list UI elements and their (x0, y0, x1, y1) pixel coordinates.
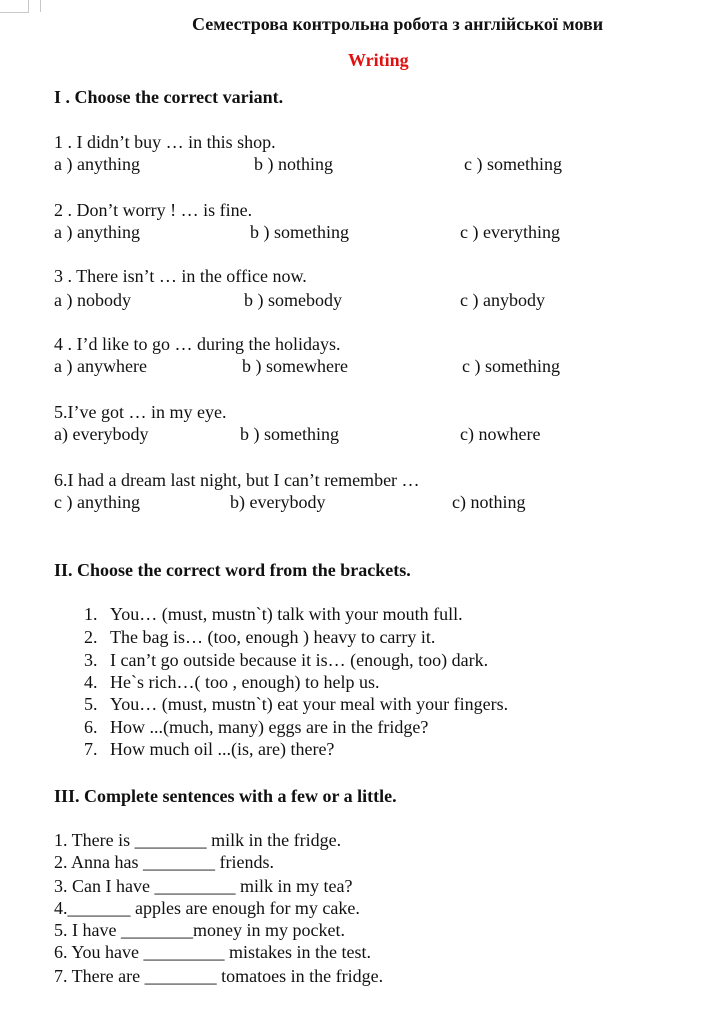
list-text: The bag is… (too, enough ) heavy to carry it. (110, 627, 436, 647)
question-3: 3 . There isn’t … in the office now. (54, 266, 307, 286)
list-text: He`s rich…( too , enough) to help us. (110, 672, 380, 692)
list-number: 2. (84, 627, 98, 647)
list-text: How much oil ...(is, are) there? (110, 739, 335, 759)
fill-in-sentence: 5. I have ________money in my pocket. (54, 920, 345, 940)
fill-in-sentence: 7. There are ________ tomatoes in the fridge. (54, 966, 384, 986)
list-number: 5. (84, 694, 98, 714)
option-4a: a ) anywhere (54, 356, 147, 376)
option-3a: a ) nobody (54, 290, 131, 310)
option-5b: b ) something (240, 424, 339, 444)
list-text: How ...(much, many) eggs are in the fridge? (110, 717, 429, 737)
list-number: 7. (84, 739, 98, 759)
fill-in-sentence: 3. Can I have _________ milk in my tea? (54, 876, 353, 896)
option-3c: c ) anybody (460, 290, 545, 310)
option-2b: b ) something (250, 222, 349, 242)
option-1b: b ) nothing (254, 154, 333, 174)
list-item (84, 717, 428, 737)
list-number: 3. (84, 650, 98, 670)
page-corner-mark-right (40, 0, 55, 12)
fill-in-sentence: 6. You have _________ mistakes in the test. (54, 942, 371, 962)
list-text: You… (must, mustn`t) eat your meal with your fingers. (110, 694, 509, 714)
list-item (84, 672, 379, 692)
question-5: 5.I’ve got … in my eye. (54, 402, 227, 422)
document-title: Семестрова контрольна робота з англійської мови (192, 14, 604, 34)
fill-in-sentence: 1. There is ________ milk in the fridge. (54, 830, 342, 850)
list-text: I can’t go outside because it is… (enough, too) dark. (110, 650, 489, 670)
fill-in-sentence: 4._______ apples are enough for my cake. (54, 898, 360, 918)
option-3b: b ) somebody (244, 290, 342, 310)
question-4: 4 . I’d like to go … during the holidays. (54, 334, 341, 354)
option-2c: c ) everything (460, 222, 560, 242)
page-corner-mark (0, 0, 29, 13)
section-2-heading: II. Choose the correct word from the brackets. (54, 560, 411, 580)
section-1-heading: I . Choose the correct variant. (54, 87, 284, 107)
fill-in-sentence: 2. Anna has ________ friends. (54, 852, 274, 872)
question-1: 1 . I didn’t buy … in this shop. (54, 132, 276, 152)
list-item (84, 650, 488, 670)
option-4b: b ) somewhere (242, 356, 348, 376)
option-6b: b) everybody (230, 492, 326, 512)
list-item (84, 739, 334, 759)
question-6: 6.I had a dream last night, but I can’t remember … (54, 470, 420, 490)
option-6c: c) nothing (452, 492, 526, 512)
list-number: 1. (84, 604, 98, 624)
section-3-heading: III. Complete sentences with a few or a little. (54, 786, 397, 806)
option-5c: c) nowhere (460, 424, 541, 444)
option-6a: c ) anything (54, 492, 140, 512)
document-subtitle: Writing (348, 50, 409, 70)
list-number: 4. (84, 672, 98, 692)
option-2a: a ) anything (54, 222, 140, 242)
list-item (84, 604, 463, 624)
list-item (84, 627, 435, 647)
list-item (84, 694, 508, 714)
option-1c: c ) something (464, 154, 562, 174)
list-text: You… (must, mustn`t) talk with your mouth full. (110, 604, 463, 624)
list-number: 6. (84, 717, 98, 737)
option-4c: c ) something (462, 356, 560, 376)
option-1a: a ) anything (54, 154, 140, 174)
option-5a: a) everybody (54, 424, 149, 444)
question-2: 2 . Don’t worry ! … is fine. (54, 200, 253, 220)
